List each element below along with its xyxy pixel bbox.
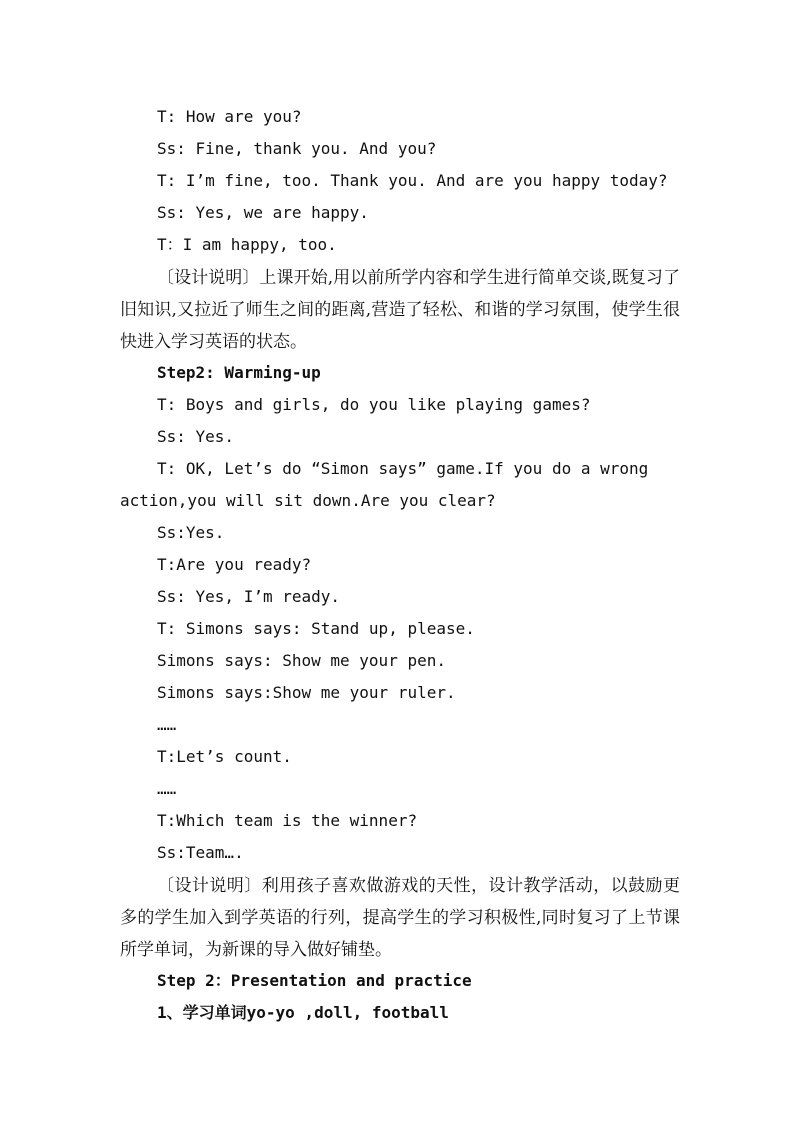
design-note: 〔设计说明〕利用孩子喜欢做游戏的天性，设计教学活动，以鼓励更多的学生加入到学英语的行列，提高学生的学习积极性,同时复习了上节课所学单词，为新课的导入做好铺垫。 [120, 876, 680, 960]
dialogue-line: T: Boys and girls, do you like playing games? [157, 395, 591, 414]
dialogue-line: T: I’m fine, too. Thank you. And are you happy today? [157, 171, 668, 190]
dialogue-line: Ss:Yes. [157, 523, 225, 542]
subsection-heading-words: 1、学习单词yo-yo ,doll, football [157, 1003, 449, 1022]
dialogue-line: T:Which team is the winner? [157, 811, 418, 830]
dialogue-line: Ss:Team…. [157, 843, 244, 862]
dialogue-line: Ss: Yes, we are happy. [157, 203, 369, 222]
ellipsis-line: …… [157, 715, 177, 734]
dialogue-line: T:Are you ready? [157, 555, 312, 574]
ellipsis-line: …… [157, 779, 177, 798]
section-heading-presentation: Step 2：Presentation and practice [157, 971, 472, 990]
dialogue-line: Ss: Yes. [157, 427, 235, 446]
dialogue-line: Ss: Yes, I’m ready. [157, 587, 341, 606]
dialogue-line: Simons says:Show me your ruler. [157, 683, 456, 702]
dialogue-line: T:Let’s count. [157, 747, 292, 766]
dialogue-line: Ss: Fine, thank you. And you? [157, 139, 437, 158]
dialogue-line: T: Simons says: Stand up, please. [157, 619, 475, 638]
design-note: 〔设计说明〕上课开始,用以前所学内容和学生进行简单交谈,既复习了旧知识,又拉近了师生之间的距离,营造了轻松、和谐的学习氛围，使学生很快进入学习英语的状态。 [120, 268, 680, 352]
dialogue-line: T: How are you? [157, 107, 302, 126]
dialogue-line: Simons says: Show me your pen. [157, 651, 446, 670]
section-heading-warmup: Step2: Warming-up [157, 363, 321, 382]
dialogue-line: T：I am happy, too. [157, 235, 337, 254]
dialogue-line: T: OK, Let’s do “Simon says” game.If you do a wrong [157, 459, 649, 478]
dialogue-line: action,you will sit down.Are you clear? [120, 491, 496, 510]
